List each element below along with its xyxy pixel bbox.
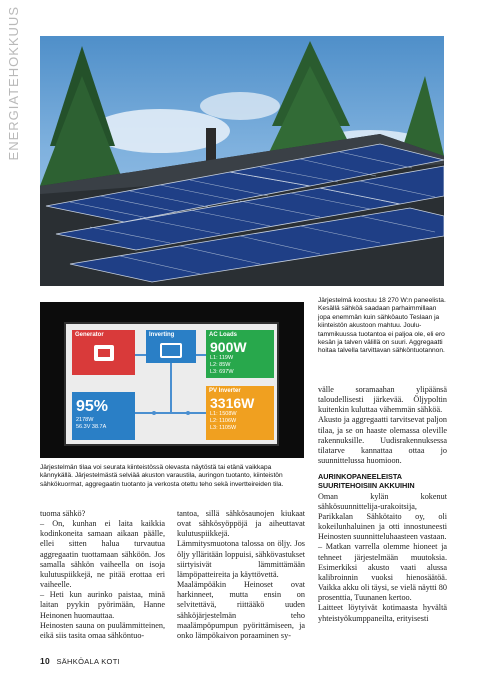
caption-solar: Järjestelmä koostuu 18 270 W:n paneelista. Kesällä sähköä saadaan parhaimmillaan jopa enemmän kuin sähköauto Teslaan ja kiinteistön akustoon mahtuu. Joulu-tammikuussa tuotantoa ei paljoa ole, eli ero kesän ja talven välillä on suuri. Aggregaatti hoitaa talvella tarvittavan sähköntuotannon. — [318, 297, 446, 355]
generator-label: Generator — [75, 332, 104, 338]
page-footer — [40, 656, 120, 666]
paragraph: Akusto ja aggregaatti tarvitsevat paljon tilaa, ja se on haaste olemassa oleville rakennuksille. Uudisrakennuksessa tilatarve kannattaa ottaa jo suunnittelussa huomioon. — [318, 415, 447, 466]
monitor-display — [64, 322, 279, 446]
paragraph: – On, kunhan ei laita kaikkia kodinkoneita samaan aikaan päälle, ellei sitten halua turvautua aggregaatin tuottamaan sähköön. Jos samalla sähkön vaiheella on isoja kulutuspiikkejä, ne pitää erottaa eri vaiheelle. — [40, 519, 165, 590]
battery-volt-amp: 56.3V 38.7A — [76, 424, 107, 430]
pv-l1: L1: 1508W — [210, 411, 237, 417]
body-column-2 — [177, 509, 305, 641]
paragraph: tuoma sähkö? — [40, 509, 86, 518]
paragraph: tantoa, sillä sähkösaunojen kiukaat ovat sähkösyöppöjä ja aiheuttavat kulutuspiikkejä. — [177, 509, 305, 539]
paragraph: Lämmitysmuotona talossa on öljy. Jos öljy ylläritään loppuisi, sähkövastukset siirtyisivät lämmittämään lämpöpatteireita ja käyttövettä. — [177, 539, 305, 579]
generator-icon — [94, 345, 114, 361]
paragraph: Maalämpöäkin Heinoset ovat harkinneet, mutta ensin on selvitettävä, riittääkö uuden sähköjärjestelmän teho maalämpöpumpun pyörittämiseen, ja onko lämpökaivon poraaminen sy- — [177, 580, 305, 640]
paragraph: – Heti kun aurinko paistaa, minä laitan pyykin pyörimään, Hanne Heinonen huomauttaa. — [40, 590, 165, 620]
ac-loads-l1: L1: 119W — [210, 355, 234, 361]
body-column-1 — [40, 509, 165, 641]
paragraph: Oman kylän kokenut sähkösuunnittelija-urakoitsija, Parikkalan Sähkötaito oy, oli kokeilunhaluinen ja otti innostuneesti Heinosten suunnitteluhaasteen vastaan. — [318, 491, 447, 542]
battery-percent: 95% — [76, 398, 109, 415]
pv-value: 3316W — [210, 395, 255, 411]
ac-loads-l3: L3: 697W — [210, 369, 234, 375]
pv-l2: L2: 1106W — [210, 418, 237, 424]
ac-loads-tile — [206, 330, 274, 378]
section-label: ENERGIATEHOKKUUS — [5, 6, 21, 161]
page-number: 10 — [40, 656, 51, 666]
battery-tile — [72, 392, 135, 440]
magazine-name: SÄHKÖALA KOTI — [56, 657, 120, 666]
paragraph: – Matkan varrella olemme hioneet ja tehneet järjestelmään muutoksia. Esimerkiksi akusto vaati alussa kalibroinnin vuoksi hienosäätöä. Vaikka akku oli täysi, se vielä näytti 80 prosenttia, Tuunanen kertoo. — [318, 542, 447, 603]
ac-loads-value: 900W — [210, 339, 247, 355]
caption-screen: Järjestelmän tilaa voi seurata kiinteistössä olevasta näytöstä tai etänä vaikkapa kännykällä. Järjestelmästä selviää akuston varaustila, auringon tuotanto, kiinteistön sähkökuormat, aggregaatin tuotanto ja verkosta otettu teho sekä invertteireiden tila. — [40, 464, 284, 488]
ac-loads-l2: L2: 85W — [210, 362, 231, 368]
paragraph: Laitteet löytyivät kotimaasta hyvältä yhteistyökumppaneilta, erityisesti — [318, 603, 447, 623]
paragraph: välle soramaahan ylipäänsä taloudellisesti järkevää. Öljypoltin kuitenkin kuluttaa vähemmän sähköä. — [318, 385, 447, 415]
inverter-label: Inverting — [149, 332, 175, 338]
pv-label: PV Inverter — [209, 388, 241, 394]
generator-tile — [72, 330, 135, 375]
body-column-3 — [318, 385, 447, 624]
inverter-screen-photo — [40, 302, 304, 458]
roof-solar-illustration — [40, 36, 444, 286]
pv-inverter-tile — [206, 386, 274, 440]
battery-watts: 2178W — [76, 417, 94, 423]
inverter-icon — [160, 343, 182, 358]
ac-loads-label: AC Loads — [209, 332, 238, 338]
paragraph: Heinosten sauna on puulämmitteinen, eikä siis tasita omaa sähköntuo- — [40, 620, 165, 640]
pv-l3: L3: 1105W — [210, 425, 237, 431]
roof-solar-photo — [40, 36, 444, 286]
inverter-tile — [146, 330, 196, 363]
subheading: AURINKOPANEELEISTA SUURITEHOISIIN AKKUIHIN — [318, 472, 415, 491]
